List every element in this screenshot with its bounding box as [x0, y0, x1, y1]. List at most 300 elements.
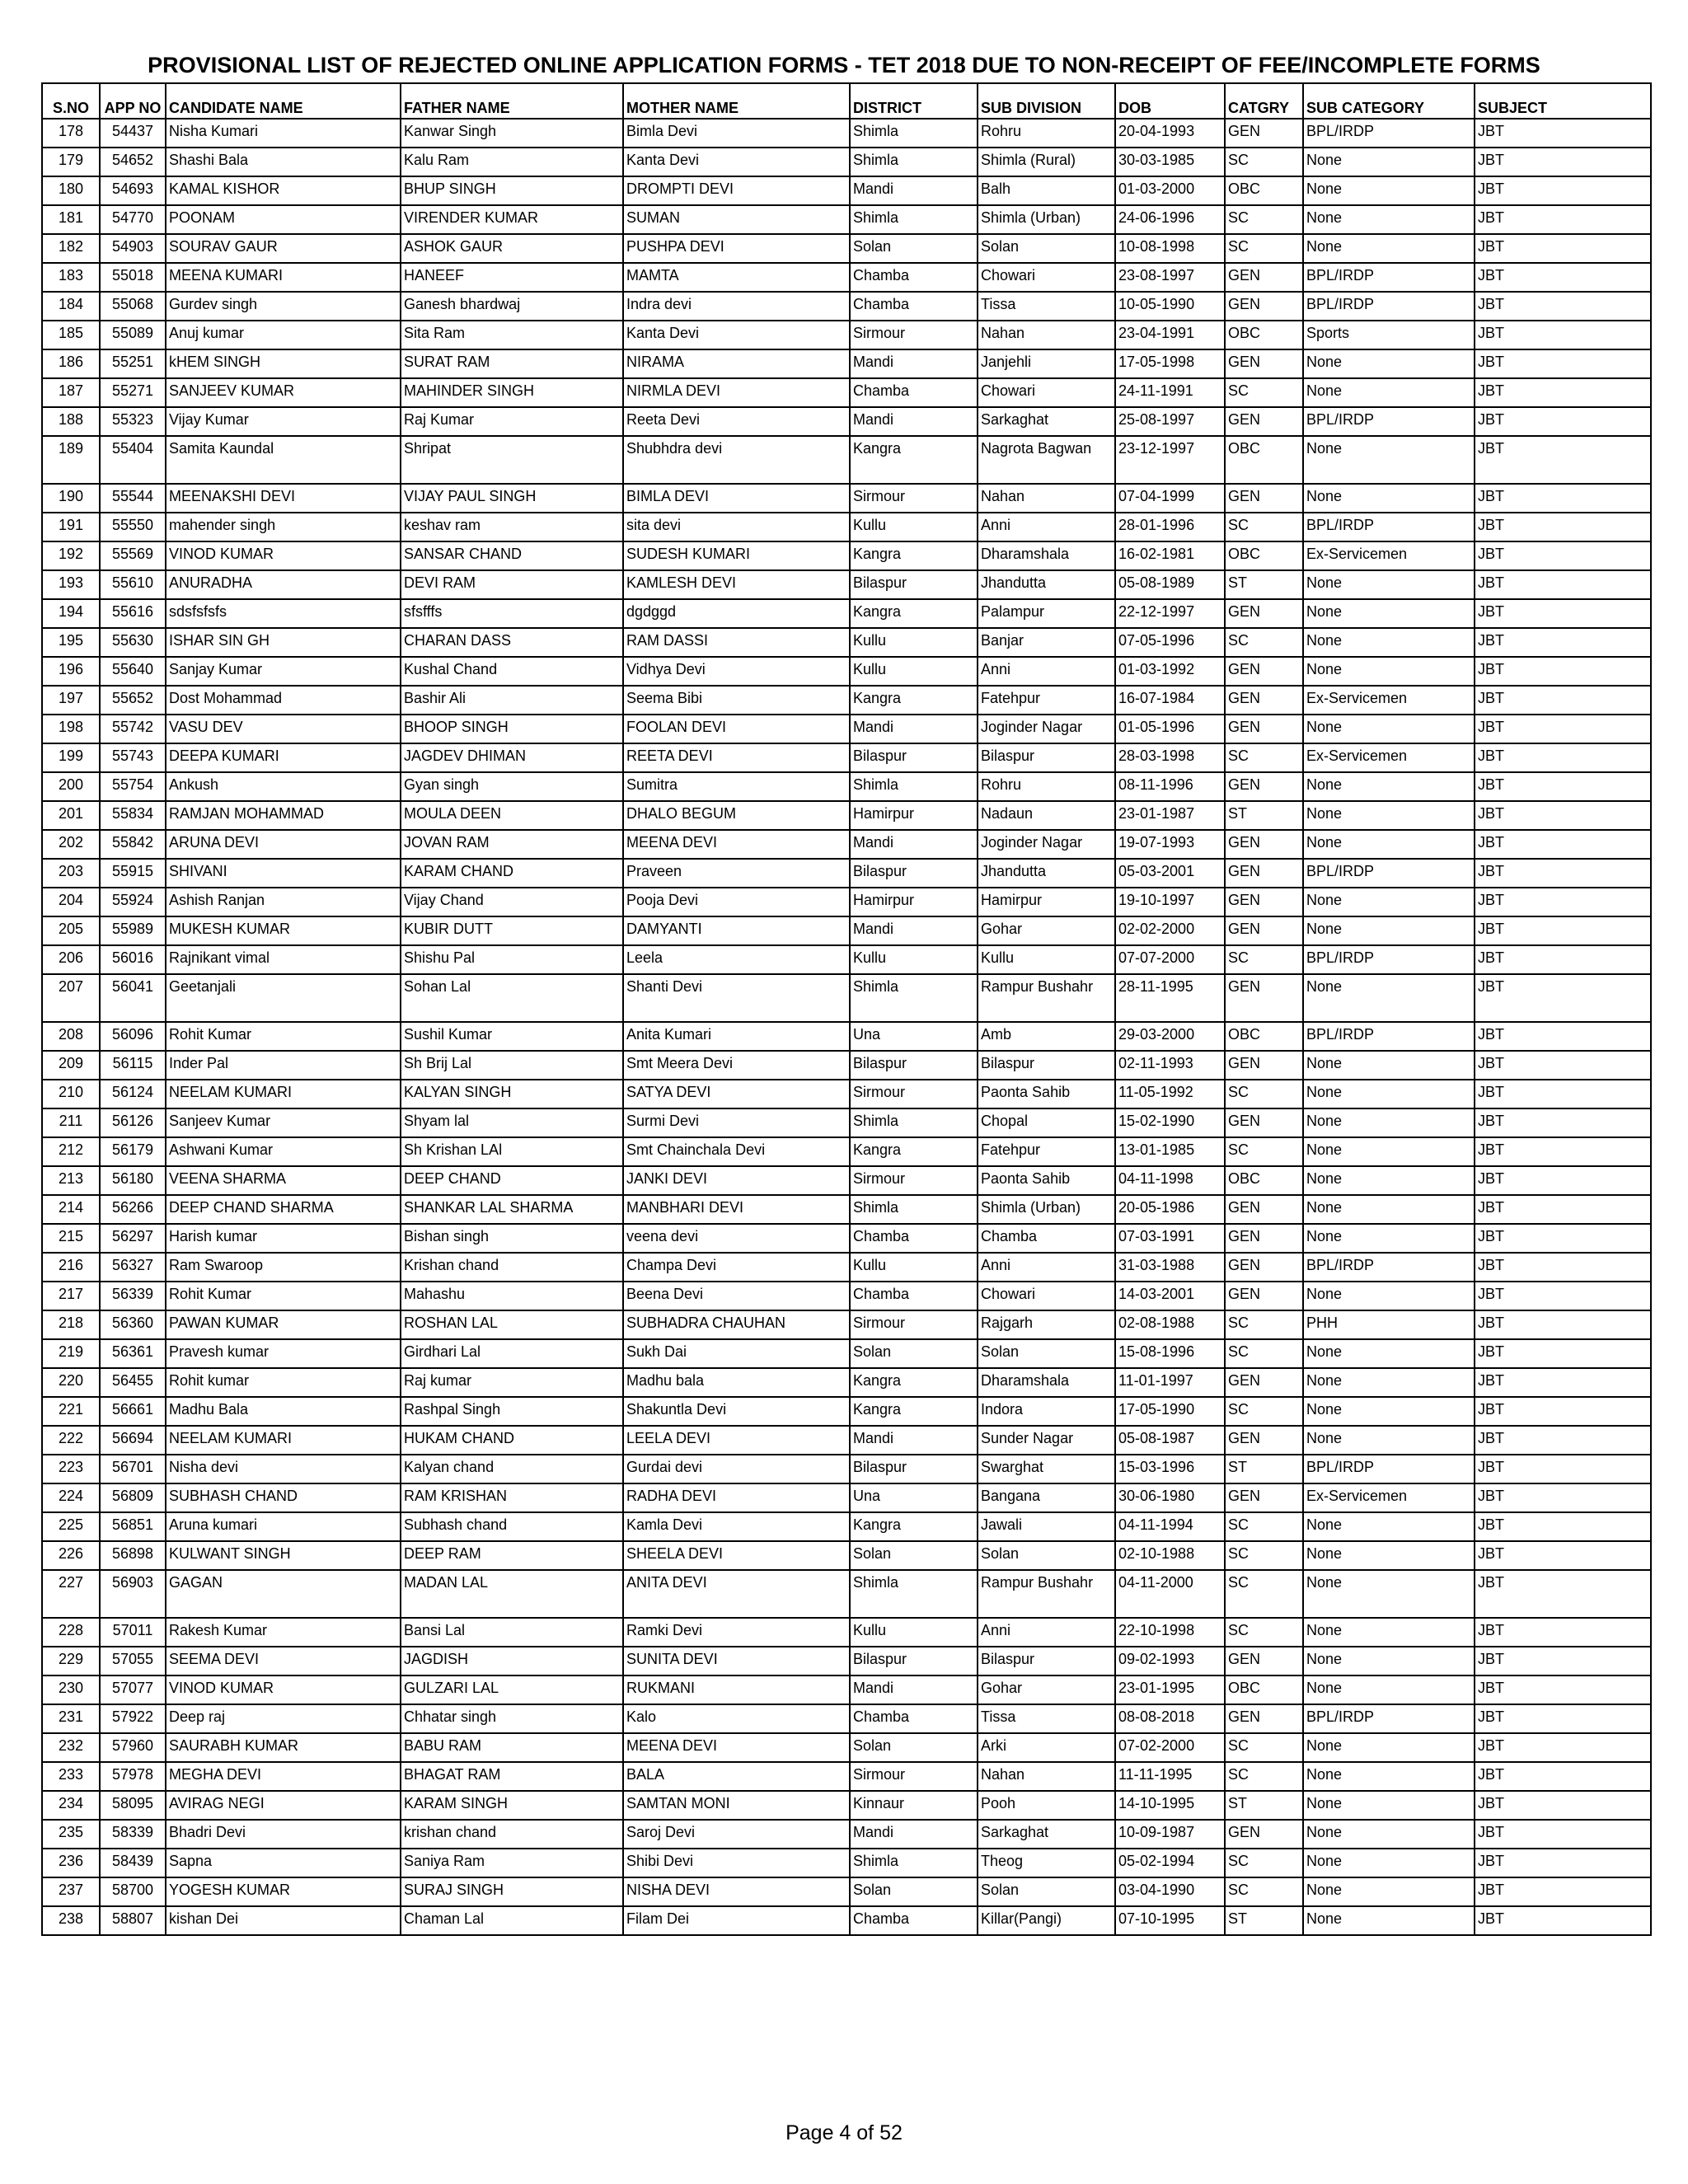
cell-candidate-name: Ankush: [166, 772, 401, 801]
cell-district: Bilaspur: [850, 570, 978, 599]
cell-category: ST: [1225, 1455, 1303, 1483]
cell-sub-category: None: [1303, 436, 1475, 484]
cell-father-name: Ganesh bhardwaj: [401, 292, 623, 321]
cell-mother-name: Shanti Devi: [623, 974, 850, 1022]
cell-sub-category: None: [1303, 1647, 1475, 1675]
cell-app-no: 55550: [100, 513, 166, 541]
cell-subject: JBT: [1475, 1570, 1651, 1618]
cell-sno: 206: [42, 945, 100, 974]
cell-sub-category: None: [1303, 176, 1475, 205]
cell-sno: 219: [42, 1339, 100, 1368]
cell-district: Shimla: [850, 772, 978, 801]
header-subject: SUBJECT: [1475, 83, 1651, 119]
cell-sno: 213: [42, 1166, 100, 1195]
cell-subject: JBT: [1475, 1455, 1651, 1483]
cell-candidate-name: SEEMA DEVI: [166, 1647, 401, 1675]
table-row: [42, 1253, 1651, 1282]
cell-district: Kullu: [850, 1618, 978, 1647]
table-row: [42, 1310, 1651, 1339]
cell-sub-division: Hamirpur: [978, 888, 1115, 916]
cell-app-no: 56327: [100, 1253, 166, 1282]
table-row: [42, 1282, 1651, 1310]
cell-category: GEN: [1225, 1282, 1303, 1310]
cell-category: OBC: [1225, 1675, 1303, 1704]
cell-dob: 01-03-2000: [1115, 176, 1225, 205]
table-row: [42, 436, 1651, 484]
cell-district: Chamba: [850, 263, 978, 292]
cell-app-no: 54903: [100, 234, 166, 263]
cell-sno: 192: [42, 541, 100, 570]
cell-dob: 02-10-1988: [1115, 1541, 1225, 1570]
cell-app-no: 55544: [100, 484, 166, 513]
cell-district: Kangra: [850, 1512, 978, 1541]
cell-sno: 230: [42, 1675, 100, 1704]
cell-sno: 233: [42, 1762, 100, 1791]
cell-father-name: Sh Brij Lal: [401, 1051, 623, 1080]
cell-mother-name: RADHA DEVI: [623, 1483, 850, 1512]
cell-subject: JBT: [1475, 1426, 1651, 1455]
cell-category: SC: [1225, 1762, 1303, 1791]
cell-father-name: Kalyan chand: [401, 1455, 623, 1483]
cell-district: Mandi: [850, 1426, 978, 1455]
cell-district: Bilaspur: [850, 1455, 978, 1483]
table-row: [42, 541, 1651, 570]
cell-app-no: 57922: [100, 1704, 166, 1733]
cell-candidate-name: ANURADHA: [166, 570, 401, 599]
cell-app-no: 55251: [100, 349, 166, 378]
cell-category: ST: [1225, 801, 1303, 830]
cell-sno: 238: [42, 1906, 100, 1935]
cell-sub-division: Bilaspur: [978, 1647, 1115, 1675]
cell-father-name: Sita Ram: [401, 321, 623, 349]
cell-sno: 194: [42, 599, 100, 628]
cell-sub-division: Nahan: [978, 484, 1115, 513]
cell-mother-name: Champa Devi: [623, 1253, 850, 1282]
cell-sno: 197: [42, 686, 100, 715]
cell-district: Hamirpur: [850, 801, 978, 830]
cell-sub-category: None: [1303, 1195, 1475, 1224]
cell-category: GEN: [1225, 599, 1303, 628]
cell-candidate-name: MUKESH KUMAR: [166, 916, 401, 945]
cell-sub-division: Pooh: [978, 1791, 1115, 1820]
cell-app-no: 54693: [100, 176, 166, 205]
cell-sub-category: None: [1303, 1426, 1475, 1455]
cell-subject: JBT: [1475, 1906, 1651, 1935]
cell-subject: JBT: [1475, 436, 1651, 484]
cell-district: Kangra: [850, 686, 978, 715]
cell-sub-category: None: [1303, 1397, 1475, 1426]
cell-dob: 07-05-1996: [1115, 628, 1225, 657]
cell-father-name: MADAN LAL: [401, 1570, 623, 1618]
cell-dob: 07-10-1995: [1115, 1906, 1225, 1935]
cell-sub-division: Rohru: [978, 119, 1115, 148]
cell-sno: 205: [42, 916, 100, 945]
cell-father-name: KALYAN SINGH: [401, 1080, 623, 1108]
cell-mother-name: REETA DEVI: [623, 743, 850, 772]
cell-dob: 04-11-1998: [1115, 1166, 1225, 1195]
cell-father-name: Kushal Chand: [401, 657, 623, 686]
cell-father-name: Kanwar Singh: [401, 119, 623, 148]
cell-dob: 20-05-1986: [1115, 1195, 1225, 1224]
cell-candidate-name: KULWANT SINGH: [166, 1541, 401, 1570]
cell-sub-category: None: [1303, 1080, 1475, 1108]
cell-father-name: BHAGAT RAM: [401, 1762, 623, 1791]
table-row: [42, 599, 1651, 628]
cell-subject: JBT: [1475, 349, 1651, 378]
cell-district: Chamba: [850, 1704, 978, 1733]
cell-sub-category: None: [1303, 484, 1475, 513]
cell-mother-name: MEENA DEVI: [623, 1733, 850, 1762]
cell-subject: JBT: [1475, 1397, 1651, 1426]
cell-candidate-name: Dost Mohammad: [166, 686, 401, 715]
cell-app-no: 56115: [100, 1051, 166, 1080]
cell-sno: 225: [42, 1512, 100, 1541]
cell-subject: JBT: [1475, 148, 1651, 176]
cell-sno: 185: [42, 321, 100, 349]
cell-dob: 15-02-1990: [1115, 1108, 1225, 1137]
cell-district: Kullu: [850, 945, 978, 974]
cell-app-no: 55089: [100, 321, 166, 349]
cell-sno: 236: [42, 1849, 100, 1877]
cell-mother-name: FOOLAN DEVI: [623, 715, 850, 743]
cell-mother-name: Praveen: [623, 859, 850, 888]
cell-subject: JBT: [1475, 570, 1651, 599]
cell-sno: 229: [42, 1647, 100, 1675]
cell-sno: 224: [42, 1483, 100, 1512]
cell-dob: 15-08-1996: [1115, 1339, 1225, 1368]
cell-sub-division: Solan: [978, 1541, 1115, 1570]
cell-candidate-name: DEEP CHAND SHARMA: [166, 1195, 401, 1224]
cell-dob: 14-03-2001: [1115, 1282, 1225, 1310]
cell-subject: JBT: [1475, 292, 1651, 321]
cell-dob: 14-10-1995: [1115, 1791, 1225, 1820]
table-row: [42, 1906, 1651, 1935]
cell-category: GEN: [1225, 916, 1303, 945]
cell-mother-name: PUSHPA DEVI: [623, 234, 850, 263]
cell-sno: 234: [42, 1791, 100, 1820]
cell-mother-name: LEELA DEVI: [623, 1426, 850, 1455]
cell-category: SC: [1225, 1397, 1303, 1426]
cell-sub-category: Ex-Servicemen: [1303, 541, 1475, 570]
cell-mother-name: SUDESH KUMARI: [623, 541, 850, 570]
cell-sub-category: None: [1303, 1906, 1475, 1935]
cell-sub-category: BPL/IRDP: [1303, 292, 1475, 321]
table-row: [42, 1849, 1651, 1877]
cell-subject: JBT: [1475, 1618, 1651, 1647]
cell-father-name: HANEEF: [401, 263, 623, 292]
cell-father-name: Rashpal Singh: [401, 1397, 623, 1426]
page-number: Page 4 of 52: [785, 2121, 903, 2144]
table-row: [42, 1108, 1651, 1137]
cell-subject: JBT: [1475, 1849, 1651, 1877]
cell-candidate-name: Inder Pal: [166, 1051, 401, 1080]
cell-father-name: Girdhari Lal: [401, 1339, 623, 1368]
cell-mother-name: BALA: [623, 1762, 850, 1791]
cell-candidate-name: Rohit Kumar: [166, 1022, 401, 1051]
cell-sno: 220: [42, 1368, 100, 1397]
cell-app-no: 56701: [100, 1455, 166, 1483]
table-row: [42, 263, 1651, 292]
cell-candidate-name: Nisha Kumari: [166, 119, 401, 148]
cell-app-no: 58439: [100, 1849, 166, 1877]
cell-dob: 24-06-1996: [1115, 205, 1225, 234]
cell-district: Chamba: [850, 378, 978, 407]
cell-subject: JBT: [1475, 1166, 1651, 1195]
cell-dob: 02-11-1993: [1115, 1051, 1225, 1080]
cell-father-name: Chaman Lal: [401, 1906, 623, 1935]
cell-sub-division: Palampur: [978, 599, 1115, 628]
table-row: [42, 1570, 1651, 1618]
cell-subject: JBT: [1475, 715, 1651, 743]
table-row: [42, 321, 1651, 349]
cell-mother-name: SUBHADRA CHAUHAN: [623, 1310, 850, 1339]
table-row: [42, 1368, 1651, 1397]
cell-father-name: Bashir Ali: [401, 686, 623, 715]
cell-mother-name: Shakuntla Devi: [623, 1397, 850, 1426]
table-row: [42, 1166, 1651, 1195]
cell-mother-name: Surmi Devi: [623, 1108, 850, 1137]
cell-sno: 235: [42, 1820, 100, 1849]
cell-sub-division: Gohar: [978, 916, 1115, 945]
cell-sub-division: Solan: [978, 234, 1115, 263]
cell-app-no: 56455: [100, 1368, 166, 1397]
cell-candidate-name: Ashish Ranjan: [166, 888, 401, 916]
cell-sno: 227: [42, 1570, 100, 1618]
cell-app-no: 55616: [100, 599, 166, 628]
cell-sub-division: Solan: [978, 1339, 1115, 1368]
cell-subject: JBT: [1475, 599, 1651, 628]
cell-app-no: 55068: [100, 292, 166, 321]
cell-sub-division: Dharamshala: [978, 1368, 1115, 1397]
cell-district: Chamba: [850, 292, 978, 321]
cell-district: Kinnaur: [850, 1791, 978, 1820]
cell-category: GEN: [1225, 1224, 1303, 1253]
cell-father-name: ROSHAN LAL: [401, 1310, 623, 1339]
cell-district: Kullu: [850, 628, 978, 657]
cell-app-no: 55742: [100, 715, 166, 743]
cell-subject: JBT: [1475, 1483, 1651, 1512]
cell-app-no: 55842: [100, 830, 166, 859]
cell-subject: JBT: [1475, 686, 1651, 715]
cell-category: SC: [1225, 1137, 1303, 1166]
cell-category: SC: [1225, 1310, 1303, 1339]
cell-father-name: Krishan chand: [401, 1253, 623, 1282]
cell-category: OBC: [1225, 1022, 1303, 1051]
cell-category: GEN: [1225, 407, 1303, 436]
cell-sno: 201: [42, 801, 100, 830]
table-row: [42, 1675, 1651, 1704]
cell-father-name: JAGDEV DHIMAN: [401, 743, 623, 772]
cell-candidate-name: Samita Kaundal: [166, 436, 401, 484]
cell-sub-division: Dharamshala: [978, 541, 1115, 570]
table-row: [42, 1137, 1651, 1166]
cell-subject: JBT: [1475, 378, 1651, 407]
cell-app-no: 56041: [100, 974, 166, 1022]
cell-district: Solan: [850, 1339, 978, 1368]
cell-sub-division: Paonta Sahib: [978, 1166, 1115, 1195]
cell-district: Kullu: [850, 657, 978, 686]
table-row: [42, 513, 1651, 541]
cell-category: GEN: [1225, 1253, 1303, 1282]
cell-sub-division: Fatehpur: [978, 686, 1115, 715]
cell-father-name: Subhash chand: [401, 1512, 623, 1541]
cell-subject: JBT: [1475, 1080, 1651, 1108]
header-candidate-name: CANDIDATE NAME: [166, 83, 401, 119]
cell-app-no: 55743: [100, 743, 166, 772]
cell-sno: 204: [42, 888, 100, 916]
cell-sub-category: None: [1303, 1570, 1475, 1618]
cell-dob: 28-01-1996: [1115, 513, 1225, 541]
cell-sno: 187: [42, 378, 100, 407]
cell-category: GEN: [1225, 1483, 1303, 1512]
cell-mother-name: DHALO BEGUM: [623, 801, 850, 830]
cell-father-name: KUBIR DUTT: [401, 916, 623, 945]
cell-sno: 216: [42, 1253, 100, 1282]
cell-sub-category: BPL/IRDP: [1303, 263, 1475, 292]
cell-sub-category: BPL/IRDP: [1303, 1253, 1475, 1282]
cell-category: GEN: [1225, 484, 1303, 513]
cell-mother-name: Beena Devi: [623, 1282, 850, 1310]
cell-father-name: SURAT RAM: [401, 349, 623, 378]
cell-sno: 200: [42, 772, 100, 801]
cell-dob: 19-07-1993: [1115, 830, 1225, 859]
cell-father-name: Mahashu: [401, 1282, 623, 1310]
cell-category: GEN: [1225, 686, 1303, 715]
cell-subject: JBT: [1475, 1877, 1651, 1906]
cell-father-name: BHOOP SINGH: [401, 715, 623, 743]
cell-app-no: 56124: [100, 1080, 166, 1108]
cell-candidate-name: Madhu Bala: [166, 1397, 401, 1426]
table-row: [42, 1080, 1651, 1108]
cell-sub-division: Anni: [978, 1253, 1115, 1282]
cell-sno: 198: [42, 715, 100, 743]
cell-mother-name: BIMLA DEVI: [623, 484, 850, 513]
cell-sno: 189: [42, 436, 100, 484]
cell-dob: 25-08-1997: [1115, 407, 1225, 436]
cell-dob: 01-03-1992: [1115, 657, 1225, 686]
cell-sub-category: None: [1303, 1512, 1475, 1541]
cell-father-name: Saniya Ram: [401, 1849, 623, 1877]
table-row: [42, 1618, 1651, 1647]
table-row: [42, 148, 1651, 176]
cell-app-no: 55834: [100, 801, 166, 830]
cell-father-name: Sohan Lal: [401, 974, 623, 1022]
cell-dob: 05-02-1994: [1115, 1849, 1225, 1877]
cell-father-name: VIRENDER KUMAR: [401, 205, 623, 234]
cell-candidate-name: Pravesh kumar: [166, 1339, 401, 1368]
cell-candidate-name: Harish kumar: [166, 1224, 401, 1253]
cell-district: Mandi: [850, 1820, 978, 1849]
cell-sub-division: Banjar: [978, 628, 1115, 657]
cell-candidate-name: VEENA SHARMA: [166, 1166, 401, 1195]
cell-sub-division: Chowari: [978, 1282, 1115, 1310]
cell-dob: 04-11-2000: [1115, 1570, 1225, 1618]
cell-sub-division: Anni: [978, 513, 1115, 541]
cell-sno: 212: [42, 1137, 100, 1166]
cell-sno: 190: [42, 484, 100, 513]
cell-subject: JBT: [1475, 1051, 1651, 1080]
cell-mother-name: Sumitra: [623, 772, 850, 801]
cell-candidate-name: GAGAN: [166, 1570, 401, 1618]
table-row: [42, 916, 1651, 945]
cell-dob: 05-03-2001: [1115, 859, 1225, 888]
cell-sub-category: None: [1303, 378, 1475, 407]
cell-subject: JBT: [1475, 1310, 1651, 1339]
cell-sub-category: None: [1303, 1541, 1475, 1570]
cell-sub-division: Shimla (Urban): [978, 205, 1115, 234]
table-row: [42, 1397, 1651, 1426]
cell-sub-category: None: [1303, 916, 1475, 945]
cell-district: Shimla: [850, 148, 978, 176]
table-row: [42, 1877, 1651, 1906]
cell-district: Bilaspur: [850, 1051, 978, 1080]
cell-father-name: Raj kumar: [401, 1368, 623, 1397]
cell-sno: 181: [42, 205, 100, 234]
table-row: [42, 176, 1651, 205]
cell-sno: 218: [42, 1310, 100, 1339]
cell-mother-name: Kanta Devi: [623, 148, 850, 176]
cell-mother-name: sita devi: [623, 513, 850, 541]
cell-mother-name: SUMAN: [623, 205, 850, 234]
cell-sub-category: None: [1303, 1137, 1475, 1166]
header-dob: DOB: [1115, 83, 1225, 119]
cell-mother-name: RAM DASSI: [623, 628, 850, 657]
cell-category: GEN: [1225, 888, 1303, 916]
cell-app-no: 56180: [100, 1166, 166, 1195]
cell-mother-name: NIRAMA: [623, 349, 850, 378]
cell-dob: 23-08-1997: [1115, 263, 1225, 292]
cell-father-name: RAM KRISHAN: [401, 1483, 623, 1512]
cell-subject: JBT: [1475, 407, 1651, 436]
table-row: [42, 234, 1651, 263]
cell-app-no: 58700: [100, 1877, 166, 1906]
cell-category: SC: [1225, 743, 1303, 772]
cell-sub-division: Swarghat: [978, 1455, 1115, 1483]
cell-mother-name: ANITA DEVI: [623, 1570, 850, 1618]
cell-sno: 186: [42, 349, 100, 378]
cell-subject: JBT: [1475, 859, 1651, 888]
cell-candidate-name: NEELAM KUMARI: [166, 1426, 401, 1455]
cell-subject: JBT: [1475, 484, 1651, 513]
cell-category: OBC: [1225, 1166, 1303, 1195]
cell-father-name: Shyam lal: [401, 1108, 623, 1137]
cell-sub-category: None: [1303, 1108, 1475, 1137]
cell-sub-division: Sarkaghat: [978, 1820, 1115, 1849]
cell-dob: 29-03-2000: [1115, 1022, 1225, 1051]
cell-mother-name: Gurdai devi: [623, 1455, 850, 1483]
table-row: [42, 1051, 1651, 1080]
cell-app-no: 56661: [100, 1397, 166, 1426]
cell-district: Hamirpur: [850, 888, 978, 916]
table-row: [42, 1541, 1651, 1570]
cell-subject: JBT: [1475, 657, 1651, 686]
cell-candidate-name: Gurdev singh: [166, 292, 401, 321]
cell-district: Mandi: [850, 349, 978, 378]
cell-subject: JBT: [1475, 1512, 1651, 1541]
cell-app-no: 55915: [100, 859, 166, 888]
cell-category: SC: [1225, 1733, 1303, 1762]
cell-father-name: DEEP RAM: [401, 1541, 623, 1570]
cell-dob: 08-08-2018: [1115, 1704, 1225, 1733]
cell-mother-name: Seema Bibi: [623, 686, 850, 715]
page-title: PROVISIONAL LIST OF REJECTED ONLINE APPLICATION FORMS - TET 2018 DUE TO NON-RECEIPT OF FEE/INCOMPLETE FORMS: [148, 53, 1540, 77]
cell-district: Sirmour: [850, 321, 978, 349]
cell-dob: 23-12-1997: [1115, 436, 1225, 484]
cell-app-no: 56126: [100, 1108, 166, 1137]
cell-sub-category: BPL/IRDP: [1303, 1022, 1475, 1051]
cell-subject: JBT: [1475, 1541, 1651, 1570]
cell-district: Una: [850, 1483, 978, 1512]
